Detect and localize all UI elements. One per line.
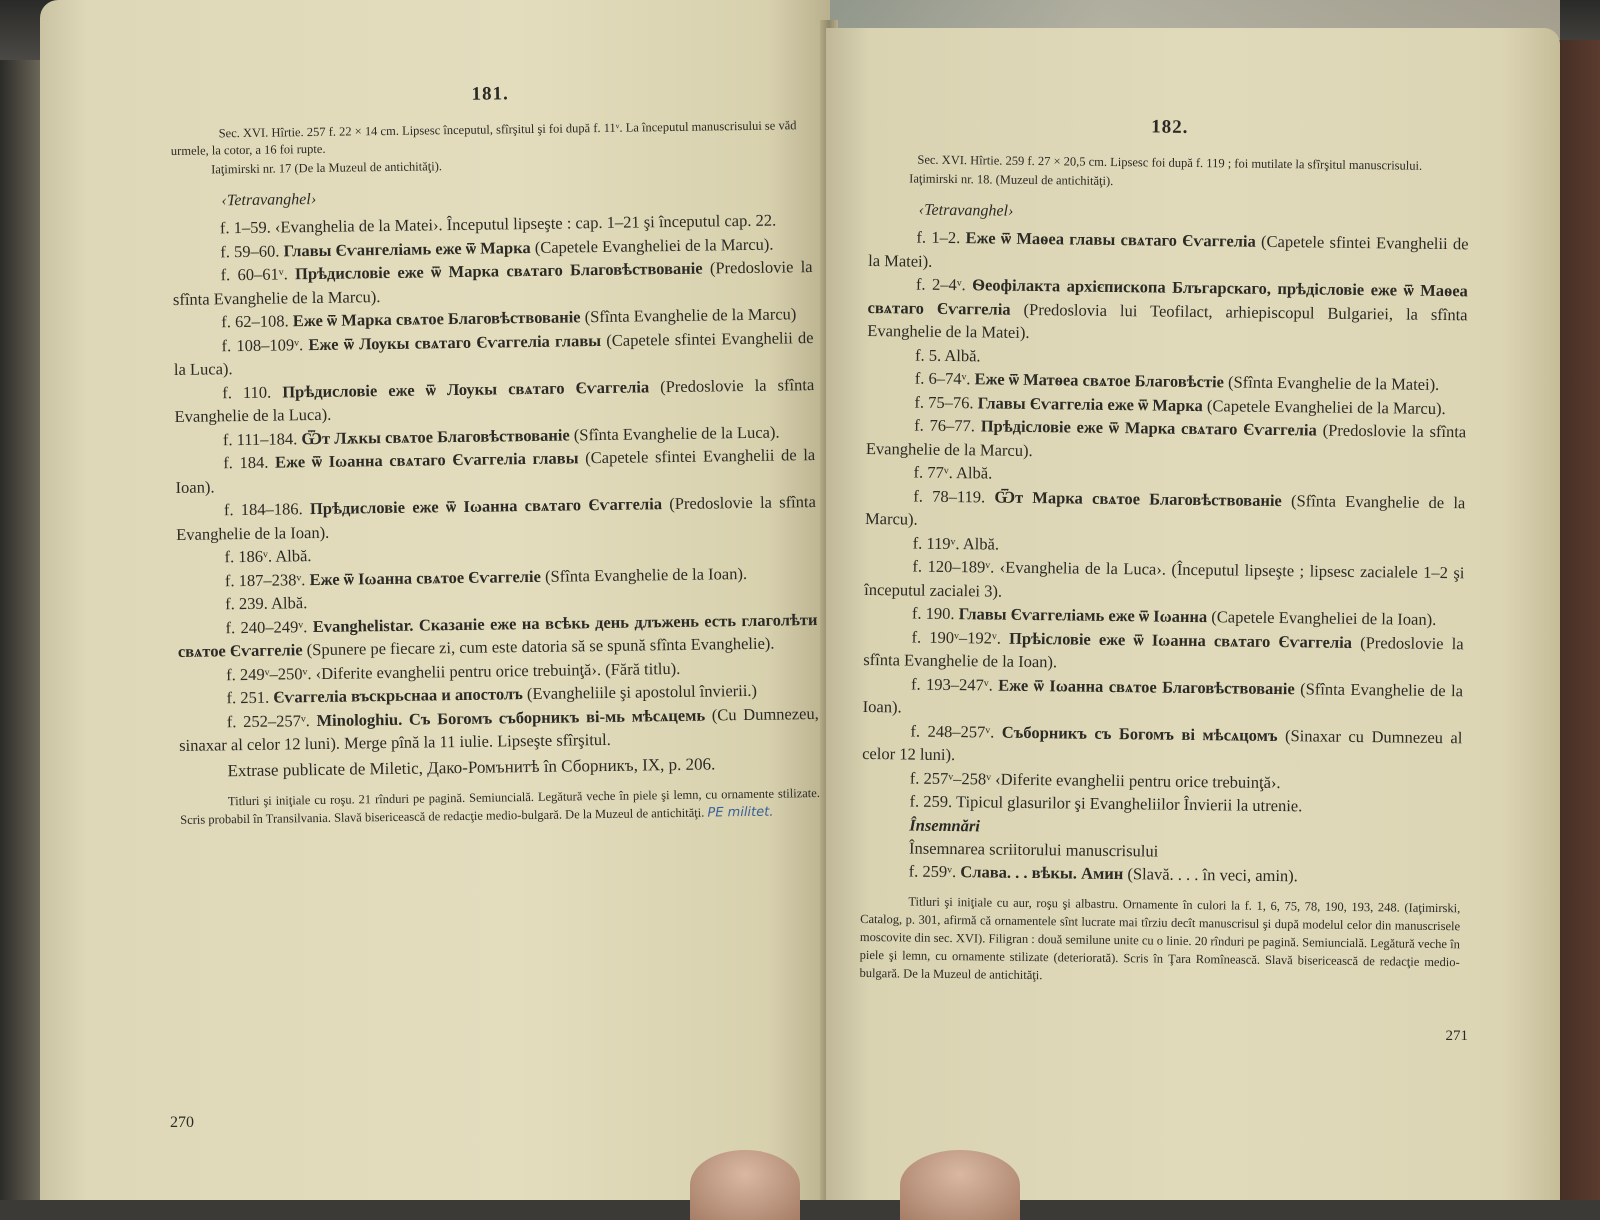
entry-folio: f. 6–74ᵛ. [914,368,971,389]
folio-number: 271 [1445,1028,1468,1044]
left-page-content [170,79,820,830]
handwritten-note: PE militet. [707,804,774,821]
entry-folio: f. 190ᵛ–192ᵛ. [911,627,1002,648]
entry-folio: f. 184. [223,452,269,473]
entry-slavonic: Прѣісловіе еже ѿ Іωанна свѧтаго Єѵаггеліа [1008,628,1353,652]
entry-folio: f. 259. [909,791,953,812]
section-title: ‹Tetravanghel› [221,190,317,210]
footnote-text: Titluri şi iniţiale cu roşu. 21 rînduri pe pagină. Semiuncială. Legătură veche în piele şi lemn, cu ornamente stilizate. Scris probabil în Transilvania. Slavă bisericească de redacţie medio-bulgară. De la Muzeul de antichităţi. [180,785,821,827]
entry-romanian: Tipicul glasurilor şi Evangheliilor Învierii la utrenie. [955,792,1303,816]
thumb-right [900,1150,1020,1220]
entry-folio: f. 77ᵛ. [913,462,953,483]
entry-folio: f. 2–4ᵛ. [915,274,966,295]
entry-folio: f. 251. [226,687,270,708]
folio-entry [177,608,818,664]
folio-entry [179,702,820,758]
entry-romanian: ‹Diferite evanghelii pentru orice trebuinţă›. [995,769,1281,792]
entry-romanian: Albă. [944,345,981,365]
entry-folio: f. 190. [911,603,955,624]
entry-romanian: (Slavă. . . . în veci, amin). [1127,863,1299,885]
entry-folio: f. 1–59. [219,217,271,238]
thumb-left [690,1150,800,1220]
entry-folio: f. 1–2. [916,227,961,248]
entry-romanian: (Cu Dumnezeu, sinaxar al celor 12 luni). Merge pînă la 11 iulie. Lipseşte sfîrşitul. [179,703,819,755]
entry-slavonic: Еже ѿ Матѳеа свѧтое Благовѣстіе [974,369,1225,392]
folio-entry [867,272,1468,350]
entry-folio: f. 240–249ᵛ. [225,616,308,637]
folio-entry [868,225,1469,279]
footnote [180,784,820,830]
entry-romanian: Albă. [962,533,1000,554]
folio-entry [863,671,1464,725]
left-page [40,0,830,1200]
entry-folio: f. 259ᵛ. [908,861,957,881]
folio-entry [866,413,1467,467]
entry-number: 182. [1151,116,1189,138]
insemnari-text: Însemnarea scriitorului manuscrisului [908,838,1159,861]
entry-folio: f. 120–189ᵛ. [912,556,995,577]
entry-slavonic: Evanghelistar. Сказаніе еже на всѣкь день длъжень есть глаголѣти свѧтое Єѵаггеліе [177,609,818,661]
right-page [826,28,1560,1200]
entry-folio: f. 111–184. [222,428,298,449]
footnote: Titluri şi iniţiale cu aur, roşu şi albastru. Ornamente în culori la f. 1, 6, 75, 78, 190, 193, 248. (Iaţimirski, Catalog, p. 301, afirmă că ornamentele sînt lucrate mai tîrziu decît manuscrisul şi după modelul celor din manuscrisele moscovite din sec. XVI). Filigran : două semilune unite cu o linie. 20 rînduri pe pagină. Semiuncială. Legătură veche în piele şi lemn, cu ornamente stilizate (deteriorată). Scris în Ţara Romînească. Slavă bisericească de redacţie medio-bulgară. De la Muzeul de antichităţi. [859,894,1461,983]
entry-folio: f. 239. [225,593,268,614]
right-page-content [859,113,1470,989]
book-cover-left [0,60,40,1200]
entry-romanian: (Sfînta Evanghelie de la Marcu). [864,490,1466,529]
entry-slavonic: Еже ѿ Іωанна свѧтое Єѵаггеліе [309,566,541,589]
manuscript-description: Sec. XVI. Hîrtie. 257 f. 22 × 14 cm. Lipsesc începutul, sfîrşitul şi foi după f. 11ᵛ. La începutul manuscrisului se văd urmele, la cotor, a 16 foi rupte. [170,118,797,158]
entry-list [172,208,819,757]
manuscript-reference: Iaţimirski nr. 18. (Muzeul de antichităţi). [909,171,1114,188]
entry-slavonic: Ѿт Лѫкы свѧтое Благовѣствованіе [301,424,570,448]
entry-romanian: ‹Evanghelia de la Luca›. (Începutul lipseşte ; lipsesc zacialele 1–2 şi începutul zacialei 3). [864,557,1465,601]
entry-romanian: (Evangheliile şi apostolul învierii.) [526,680,758,704]
entry-slavonic: Слава. . . вѣкы. Амин [960,861,1124,883]
manuscript-description: Sec. XVI. Hîrtie. 259 f. 27 × 20,5 cm. Lipsesc foi după f. 119 ; foi mutilate la sfîrşitul manuscrisului. [917,152,1423,173]
insemnari-heading: Însemnări [909,815,981,835]
entry-folio: f. 249ᵛ–250ᵛ. [226,663,312,684]
entry-romanian: (Predoslovie la sfînta Evanghelie de la Luca). [174,374,815,426]
entry-romanian: (Sinaxar cu Dumnezeu al celor 12 luni). [862,725,1463,765]
entry-slavonic: Прѣдисловіе еже ѿ Марка свѧтаго Благовѣствованіе [294,258,703,284]
entry-folio: f. 193–247ᵛ. [910,674,993,695]
entry-romanian: (Predoslovie la sfînta Evanghelie de la Marcu). [172,257,813,309]
entry-slavonic: Ѿт Марка свѧтое Благовѣствованіе [994,487,1282,510]
entry-folio: f. 110. [222,382,272,402]
entry-romanian: (Sfînta Evanghelie de la Matei). [1227,372,1440,394]
entry-folio: f. 252–257ᵛ. [226,710,310,731]
entry-folio: f. 187–238ᵛ. [224,569,306,590]
manuscript-reference: Iaţimirski nr. 17 (De la Muzeul de antichităţi). [211,159,443,177]
entry-romanian: ‹Diferite evanghelii pentru orice trebuinţă›. (Fără titlu). [315,658,681,683]
entry-list [861,225,1468,820]
entry-folio: f. 119ᵛ. [912,533,960,553]
entry-romanian: (Predoslovie la sfînta Evanghelie de la Ioan). [863,632,1464,672]
entry-slavonic: Главы Єѵангеліамь еже ѿ Марка [283,237,531,260]
extract-line: Extrase publicate de Miletic, Дако-Ромънитѣ în Сборникъ, IX, p. 206. [227,753,716,780]
entry-romanian: (Capetele sfintei Evanghelii de la Ioan). [175,445,816,497]
folio-entry [864,554,1465,608]
entry-slavonic: Главы Єѵаггеліа еже ѿ Марка [977,392,1203,415]
entry-romanian: (Predoslovie la sfînta Evanghelie de la Ioan). [176,492,816,544]
entry-romanian: (Capetele Evangheliei de la Marcu). [534,234,774,257]
entry-folio: f. 186ᵛ. [224,546,273,567]
entry-folio: f. 62–108. [221,311,289,332]
entry-romanian: ‹Evanghelia de la Matei›. Începutul lipseşte : cap. 1–21 şi începutul cap. 22. [274,210,777,237]
entry-slavonic: Еже ѿ Іωанна свѧтое Благовѣствованіе [998,675,1295,698]
entry-romanian: (Capetele sfintei Evanghelii de la Matei). [868,231,1469,271]
entry-slavonic: Еже ѿ Іωанна свѧтаго Єѵаггеліа главы [274,448,579,472]
entry-slavonic: Еже ѿ Марка свѧтое Благовѣствованіе [292,307,581,331]
entry-romanian: (Capetele Evangheliei de la Marcu). [1206,395,1446,418]
entry-romanian: Albă. [270,593,308,613]
entry-romanian: (Sfînta Evanghelie de la Luca). [573,422,780,444]
entry-romanian: (Spunere pe fiecare zi, cum este datoria să se spună sfînta Evanghelie). [306,633,775,660]
entry-romanian: (Predoslovie la sfînta Evanghelie de la Marcu). [865,420,1467,460]
folio-entry [863,624,1464,678]
entry-folio: f. 60–61ᵛ. [220,264,288,285]
entry-romanian: (Capetele sfintei Evanghelii de la Luca). [173,327,814,379]
entry-romanian: (Sfînta Evanghelie de la Marcu) [584,304,797,327]
entry-folio: f. 108–109ᵛ. [221,334,304,355]
entry-romanian: (Capetele Evangheliei de la Ioan). [1211,607,1437,629]
entry-romanian: Albă. [275,546,312,566]
entry-slavonic: Еже ѿ Лоукы свѧтаго Єѵаггеліа главы [308,330,602,354]
entry-slavonic: Съборникъ съ Богомъ ві мѣсѧцомъ [1001,722,1278,745]
entry-romanian: (Sfînta Evanghelie de la Ioan). [862,678,1464,717]
entry-slavonic: Прѣдисловіе еже ѿ Іωанна свѧтаго Єѵаггеліа [309,494,663,519]
entry-slavonic: Прѣдісловіе еже ѿ Марка свѧтаго Єѵаггеліа [980,416,1317,440]
entry-folio: f. 184–186. [223,499,303,520]
entry-folio: f. 248–257ᵛ. [910,721,995,742]
entry-slavonic: Еже ѿ Маѳеа главы свѧтаго Єѵаггеліа [965,228,1256,251]
folio-entry [865,483,1466,537]
entry-slavonic: Главы Єѵаггеліамь еже ѿ Іωанна [958,604,1208,627]
entry-folio: f. 5. [914,345,942,365]
entry-slavonic: Єѵаггеліа въскрьснаа и апостолъ [273,684,523,707]
entry-number: 181. [471,83,509,105]
entry-slavonic: Ѳеофілакта архієпископа Блъгарскаго, прѣдісловіе еже ѿ Маѳеа свѧтаго Єѵаггеліа [867,275,1468,319]
entry-slavonic: Minologhiu. Съ Богомъ съборникъ ві-мь мѣсѧцемь [316,705,706,730]
entry-folio: f. 76–77. [914,415,976,436]
entry-folio: f. 78–119. [913,486,986,506]
entry-slavonic: Прѣдисловіе еже ѿ Лоукы свѧтаго Єѵаггеліа [282,376,650,401]
folio-entry [862,718,1463,772]
entry-romanian: Albă. [955,463,993,483]
entry-folio: f. 257ᵛ–258ᵛ [909,768,992,789]
entry-romanian: (Sfînta Evanghelie de la Ioan). [544,563,748,586]
entry-folio: f. 75–76. [914,392,974,412]
section-title: ‹Tetravanghel› [918,201,1014,220]
folio-number: 270 [170,1114,194,1131]
entry-romanian: (Predoslovia lui Teofilact, arhiepiscopul Bulgariei, la sfînta Evanghelie de la Matei). [867,299,1468,342]
entry-folio: f. 59–60. [220,240,280,261]
